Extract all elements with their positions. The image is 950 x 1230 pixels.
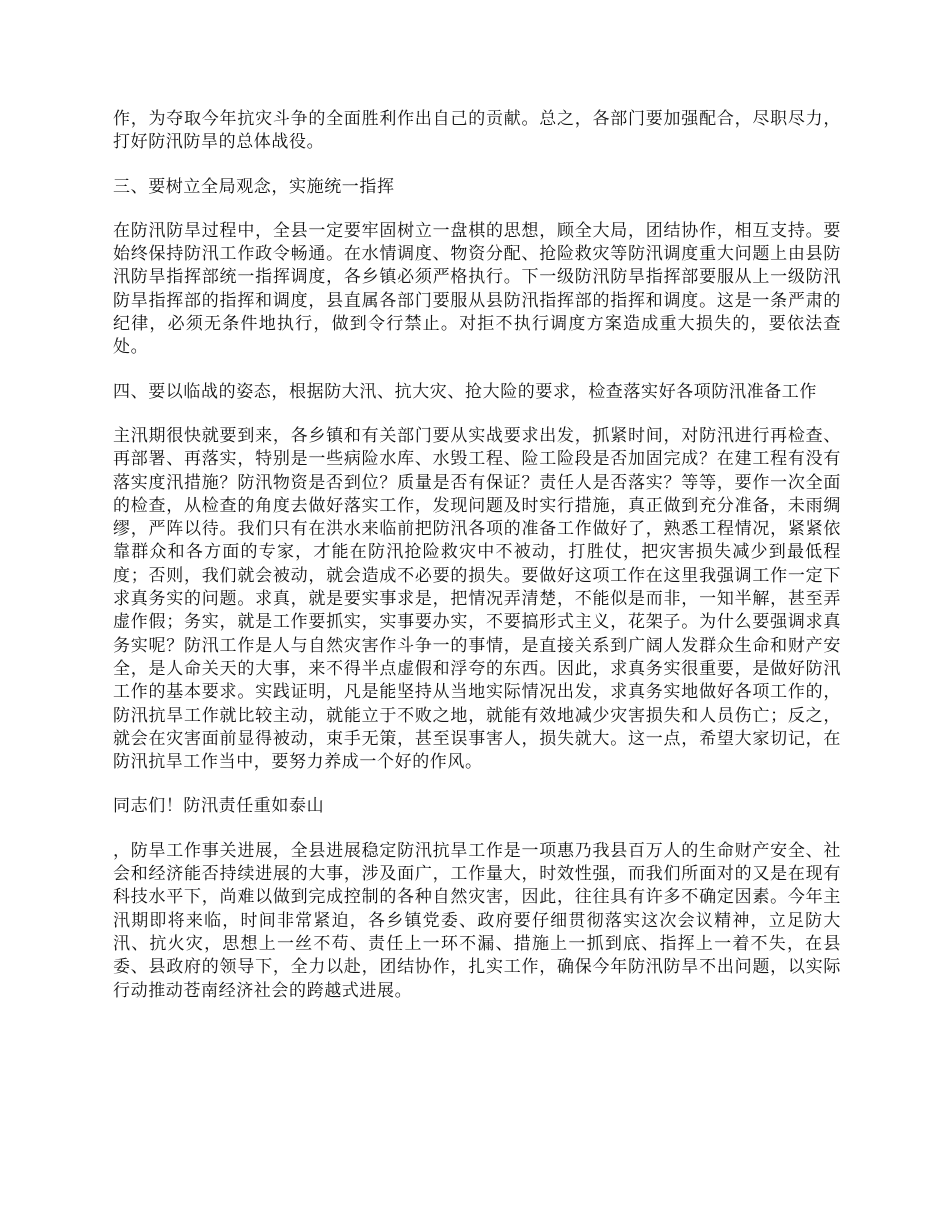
section-heading-3: 三、要树立全局观念，实施统一指挥 <box>113 176 395 197</box>
paragraph-unified-command: 在防汛防旱过程中，全县一定要牢固树立一盘棋的思想，顾全大局，团结协作，相互支持。要始终保持防汛工作政令畅通。在水情调度、物资分配、抢险救灾等防汛调度重大问题上由县防汛防旱指挥部统一指挥调度，各乡镇必须严格执行。下一级防汛防旱指挥部要服从上一级防汛防旱指挥部的指挥和调度，县直属各部门要服从县防汛指挥部的指挥和调度。这是一条严肃的纪律，必须无条件地执行，做到令行禁止。对拒不执行调度方案造成重大损失的，要依法查处。 <box>113 220 841 358</box>
section-heading-4: 四、要以临战的姿态，根据防大汛、抗大灾、抢大险的要求，检查落实好各项防汛准备工作 <box>113 381 817 402</box>
paragraph-continuation: 作，为夺取今年抗灾斗争的全面胜利作出自己的贡献。总之，各部门要加强配合，尽职尽力，打好防汛防旱的总体战役。 <box>113 109 841 153</box>
closing-heading: 同志们！防汛责任重如泰山 <box>113 796 325 817</box>
document-body <box>113 108 841 1003</box>
paragraph-preparation-check: 主汛期很快就要到来，各乡镇和有关部门要从实战要求出发，抓紧时间，对防汛进行再检查、再部署、再落实，特别是一些病险水库、水毁工程、险工险段是否加固完成？在建工程有没有落实度汛措施？防汛物资是否到位？质量是否有保证？责任人是否落实？等等，要作一次全面的检查，从检查的角度去做好落实工作，发现问题及时实行措施，真正做到充分准备，未雨绸缪，严阵以待。我们只有在洪水来临前把防汛各项的准备工作做好了，熟悉工程情况，紧紧依靠群众和各方面的专家，才能在防汛抢险救灾中不被动，打胜仗，把灾害损失减少到最低程度；否则，我们就会被动，就会造成不必要的损失。要做好这项工作在这里我强调工作一定下求真务实的问题。求真，就是要实事求是，把情况弄清楚，不能似是而非，一知半解，甚至弄虚作假；务实，就是工作要抓实，实事要办实，不要搞形式主义，花架子。为什么要强调求真务实呢？防汛工作是人与自然灾害作斗争一的事情，是直接关系到广阔人发群众生命和财产安全，是人命关天的大事，来不得半点虚假和浮夸的东西。因此，求真务实很重要，是做好防汛工作的基本要求。实践证明，凡是能坚持从当地实际情况出发，求真务实地做好各项工作的，防汛抗旱工作就比较主动，就能立于不败之地，就能有效地减少灾害损失和人员伤亡；反之，就会在灾害面前显得被动，束手无策，甚至误事害人，损失就大。这一点，希望大家切记，在防汛抗旱工作当中，要努力养成一个好的作风。 <box>113 425 841 773</box>
paragraph-closing: ，防旱工作事关进展，全县进展稳定防汛抗旱工作是一项惠乃我县百万人的生命财产安全、社会和经济能否持续进展的大事，涉及面广，工作量大，时效性强，而我们所面对的又是在现有科技水平下，尚难以做到完成控制的各种自然灾害，因此，往往具有许多不确定因素。今年主汛期即将来临，时间非常紧迫，各乡镇党委、政府要仔细贯彻落实这次会议精神，立足防大汛、抗火灾，思想上一丝不苟、责任上一环不漏、措施上一抓到底、指挥上一着不失，在县委、县政府的领导下，全力以赴，团结协作，扎实工作，确保今年防汛防旱不出问题，以实际行动推动苍南经济社会的跨越式进展。 <box>113 840 841 1001</box>
